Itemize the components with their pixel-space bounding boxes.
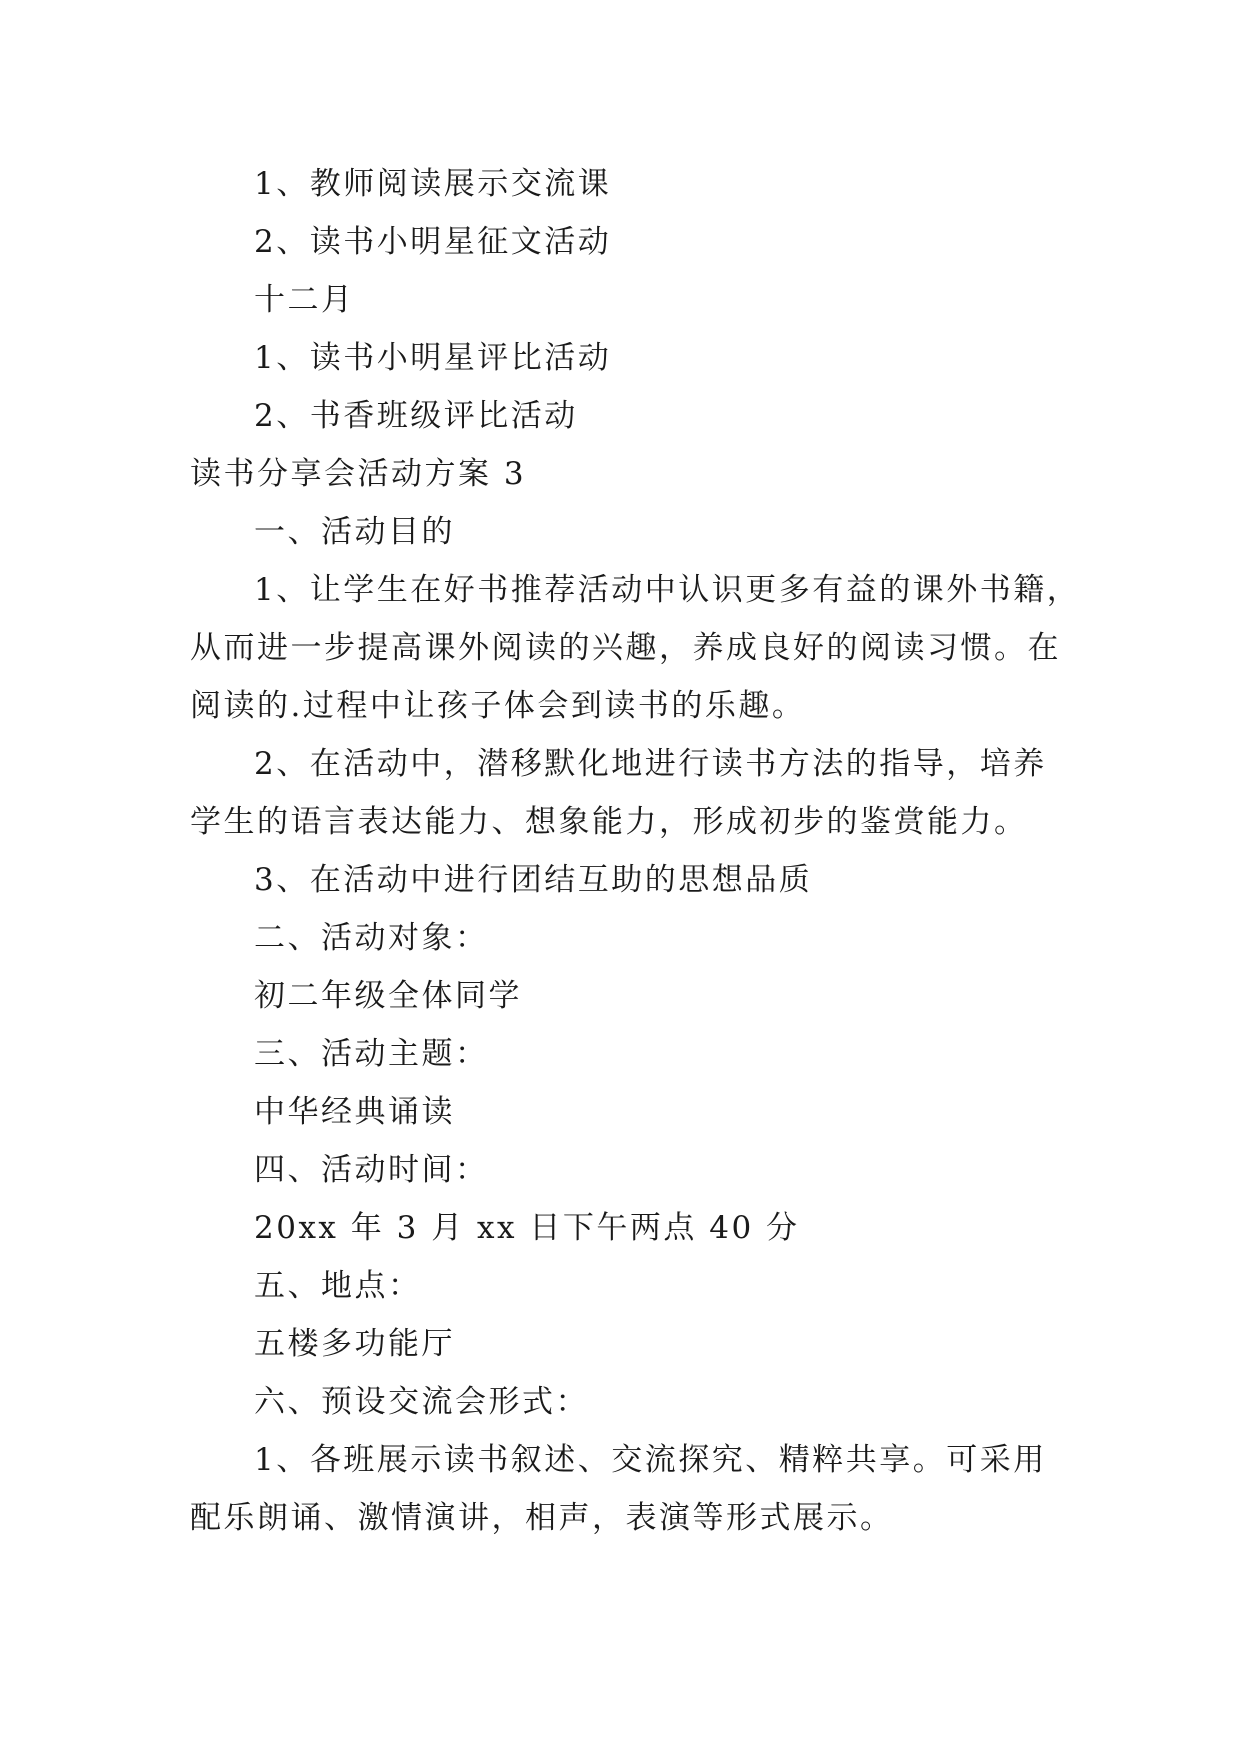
paragraph-line: 2、在活动中，潜移默化地进行读书方法的指导，培养 (254, 746, 1047, 782)
heading: 三、活动主题： (254, 1036, 489, 1072)
text-line: 初二年级全体同学 (254, 978, 522, 1014)
text-line: 五楼多功能厅 (254, 1326, 455, 1362)
text-line: 20xx 年 3 月 xx 日下午两点 40 分 (254, 1210, 800, 1246)
section-title: 读书分享会活动方案 3 (190, 456, 527, 492)
heading: 二、活动对象： (254, 920, 489, 956)
text-line: 十二月 (254, 282, 355, 318)
heading: 五、地点： (254, 1268, 422, 1304)
heading: 六、预设交流会形式： (254, 1384, 589, 1420)
paragraph-line: 1、让学生在好书推荐活动中认识更多有益的课外书籍， (254, 572, 1081, 608)
text-line: 2、读书小明星征文活动 (254, 224, 612, 260)
paragraph-line: 配乐朗诵、激情演讲，相声，表演等形式展示。 (190, 1500, 894, 1536)
text-line: 1、教师阅读展示交流课 (254, 166, 612, 202)
text-line: 1、读书小明星评比活动 (254, 340, 612, 376)
paragraph-line: 学生的语言表达能力、想象能力，形成初步的鉴赏能力。 (190, 804, 1028, 840)
paragraph-line: 1、各班展示读书叙述、交流探究、精粹共享。可采用 (254, 1442, 1047, 1478)
paragraph-line: 从而进一步提高课外阅读的兴趣，养成良好的阅读习惯。在 (190, 630, 1061, 666)
heading: 一、活动目的 (254, 514, 455, 550)
paragraph-line: 阅读的.过程中让孩子体会到读书的乐趣。 (190, 688, 806, 724)
paragraph-line: 3、在活动中进行团结互助的思想品质 (254, 862, 813, 898)
text-line: 2、书香班级评比活动 (254, 398, 578, 434)
text-line: 中华经典诵读 (254, 1094, 455, 1130)
heading: 四、活动时间： (254, 1152, 489, 1188)
